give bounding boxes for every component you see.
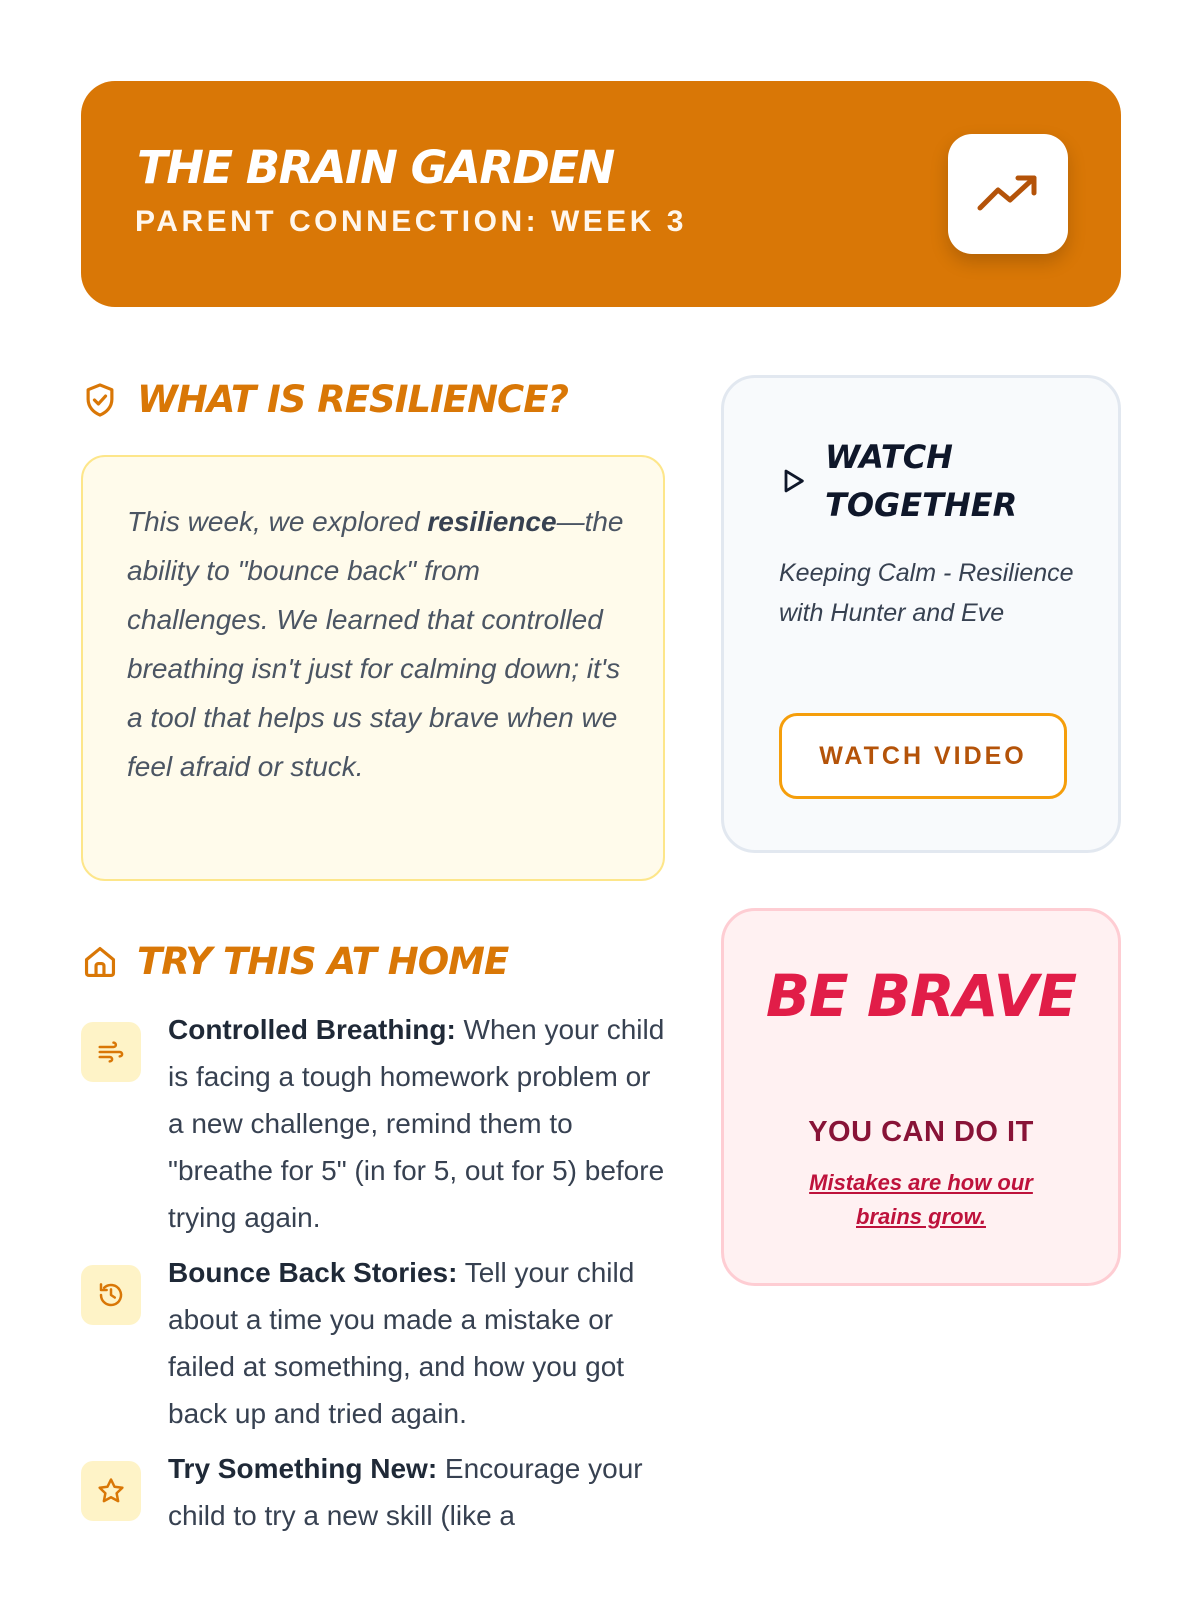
list-item [81, 1257, 665, 1437]
tip-text: Bounce Back Stories: Tell your child about a time you made a mistake or failed at something, and how you got back up and tried again. [168, 1257, 635, 1429]
be-brave-card [721, 908, 1121, 1286]
resilience-heading-label: WHAT IS RESILIENCE? [137, 378, 568, 421]
be-brave-note: Mistakes are how our brains grow. [809, 1170, 1033, 1229]
wind-icon [81, 1022, 141, 1082]
page-subtitle: PARENT CONNECTION: WEEK 3 [135, 205, 687, 238]
header-banner [81, 81, 1121, 307]
home-heading-label: TRY THIS AT HOME [137, 940, 509, 983]
be-brave-subtitle: YOU CAN DO IT [808, 1116, 1034, 1148]
resilience-explanation: This week, we explored resilience—the ability to "bounce back" from challenges. We learned that controlled breathing isn't just for calming down; it's a tool that helps us stay brave when we feel afraid or stuck. [127, 506, 624, 782]
resilience-keyword: resilience [427, 506, 557, 537]
watch-video-button[interactable]: WATCH VIDEO [779, 713, 1067, 799]
watch-together-title: WATCH TOGETHER [825, 438, 1018, 524]
list-item [81, 1014, 665, 1241]
home-tips-list [81, 1014, 665, 1561]
resilience-heading [81, 378, 568, 421]
tip-text: Try Something New: Encourage your child to try a new skill (like a [168, 1453, 643, 1531]
star-icon [81, 1461, 141, 1521]
page-title: THE BRAIN GARDEN [137, 141, 614, 194]
tip-text: Controlled Breathing: When your child is facing a tough homework problem or a new challenge, remind them to "breathe for 5" (in for 5, out for 5) before trying again. [168, 1014, 665, 1233]
video-description: Keeping Calm - Resilience with Hunter and Eve [779, 559, 1074, 627]
watch-together-card [721, 375, 1121, 853]
home-heading [81, 940, 508, 983]
watch-together-heading [779, 433, 1075, 529]
trending-up-icon [948, 134, 1068, 254]
list-item [81, 1453, 665, 1539]
history-icon [81, 1265, 141, 1325]
home-icon [81, 943, 119, 981]
be-brave-title: BE BRAVE [765, 962, 1077, 1030]
resilience-explanation-card [81, 455, 665, 881]
shield-check-icon [81, 381, 119, 419]
play-icon [779, 467, 807, 495]
